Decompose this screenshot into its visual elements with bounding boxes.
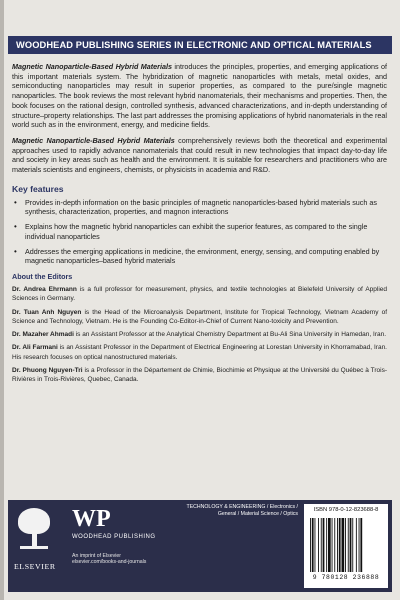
elsevier-wordmark: ELSEVIER [14, 562, 56, 571]
imprint-url: elsevier.com/books-and-journals [72, 559, 147, 566]
imprint-info [72, 553, 182, 566]
description-text: introduces the principles, properties, and emerging applications of this important materials system. The hybridization of magnetic nanoparticles with metals, metal oxides, and semiconducting nanoparticles may result in superior properties, as compared to the pure/single magnetic nanoparticles. The book reviews the most relevant hybrid nanomaterials, their mechanisms and properties. Then, the book focuses on the rational design, controlled synthesis, advanced characterizations, and in-depth understanding of structure–property relationships. The last part addresses the promising applications of hybrid nanomaterials in the real world such as in the environment, energy, and medicine fields. [12, 62, 388, 130]
barcode-icon [310, 518, 382, 572]
key-features-heading: Key features [12, 183, 64, 194]
isbn-label: ISBN 978-0-12-823688-8 [313, 507, 379, 513]
editor-name: Dr. Phuong Nguyen-Tri [12, 367, 83, 375]
editor-bio [12, 285, 387, 304]
publisher-footer [8, 500, 392, 592]
editor-bio [12, 330, 387, 339]
description-paragraph-1 [12, 62, 387, 130]
subject-categories: TECHNOLOGY & ENGINEERING / Electronics / General / Material Science / Optics [186, 504, 298, 517]
imprint-name: WOODHEAD PUBLISHING [72, 534, 156, 540]
barcode-panel [304, 504, 388, 588]
editor-name: Dr. Ali Farmani [12, 344, 58, 352]
editor-name: Dr. Tuan Anh Nguyen [12, 308, 82, 316]
description-paragraph-2 [12, 136, 387, 175]
bullet-icon: • [14, 222, 17, 232]
woodhead-wp-logo: WP [72, 506, 111, 532]
key-feature-item [12, 247, 387, 266]
editor-bio [12, 308, 387, 327]
tree-ground-icon [20, 546, 48, 549]
editor-bio-text: is the Head of the Microanalysis Department, Institute for Tropical Technology, Vietnam Academy of Science and Technology, Vietnam. He is the Founding Co-Editor-in-Chief of Current Nano-toxicity and Prevention. [12, 308, 387, 325]
book-title-lead: Magnetic Nanoparticle-Based Hybrid Materials [12, 62, 172, 71]
key-feature-text: Addresses the emerging applications in medicine, the environment, energy, sensing, and computing enabled by magnetic nanoparticles–based hybrid materials [25, 246, 380, 266]
barcode-number: 9 780128 236888 [312, 574, 380, 581]
editors-heading: About the Editors [12, 271, 73, 281]
editor-bio [12, 343, 387, 362]
imprint-of: An imprint of Elsevier [72, 553, 122, 559]
bullet-icon: • [14, 197, 17, 207]
key-feature-text: Explains how the magnetic hybrid nanoparticles can exhibit the superior features, as compared to the single individual nanoparticles [25, 222, 368, 241]
book-spine-edge [0, 0, 4, 600]
editor-name: Dr. Andrea Ehrmann [12, 285, 77, 293]
editor-bio [12, 366, 387, 385]
bullet-icon: • [14, 246, 17, 256]
key-feature-text: Provides in-depth information on the basic principles of magnetic nanoparticles-based hybrid materials such as synthesis, characterization, properties, and magnon interactions [25, 197, 377, 217]
series-title: WOODHEAD PUBLISHING SERIES IN ELECTRONIC AND OPTICAL MATERIALS [8, 36, 392, 54]
editor-bio-text: is a Professor in the Département de Chimie, Biochimie et Physique at the Université du Québec à Trois-Rivières in Trois-Rivières, Quebec, Canada. [12, 367, 388, 384]
book-title-lead: Magnetic Nanoparticle-Based Hybrid Materials [12, 135, 175, 145]
cover-text [12, 56, 387, 385]
editor-name: Dr. Mazaher Ahmadi [12, 331, 74, 339]
editor-bio-text: is a full professor for measurement, physics, and textile technologies at Bielefeld University of Applied Sciences in Germany. [12, 285, 388, 303]
key-feature-item [12, 198, 387, 217]
description-text: comprehensively reviews both the theoretical and experimental approaches used to rapidly advance nanomaterials that could result in new technologies that impact day-to-day life and society in key areas such as health and the environment. It is suitable for researchers and practitioners who are materials scientists and engineers, chemists, or physicists in academia and R&D. [12, 135, 387, 175]
editor-bio-text: is an Assistant Professor in the Department of Electrical Engineering at Lorestan University in Khorramabad, Iran. His research focuses on optical nanostructured materials. [12, 344, 387, 361]
key-features-list [12, 198, 387, 266]
editor-bio-text: is an Assistant Professor at the Analytical Chemistry Department at Bu-Ali Sina University in Hamedan, Iran. [73, 331, 387, 339]
elsevier-tree-logo [14, 506, 54, 554]
key-feature-item [12, 222, 387, 241]
tree-canopy-icon [18, 508, 50, 534]
